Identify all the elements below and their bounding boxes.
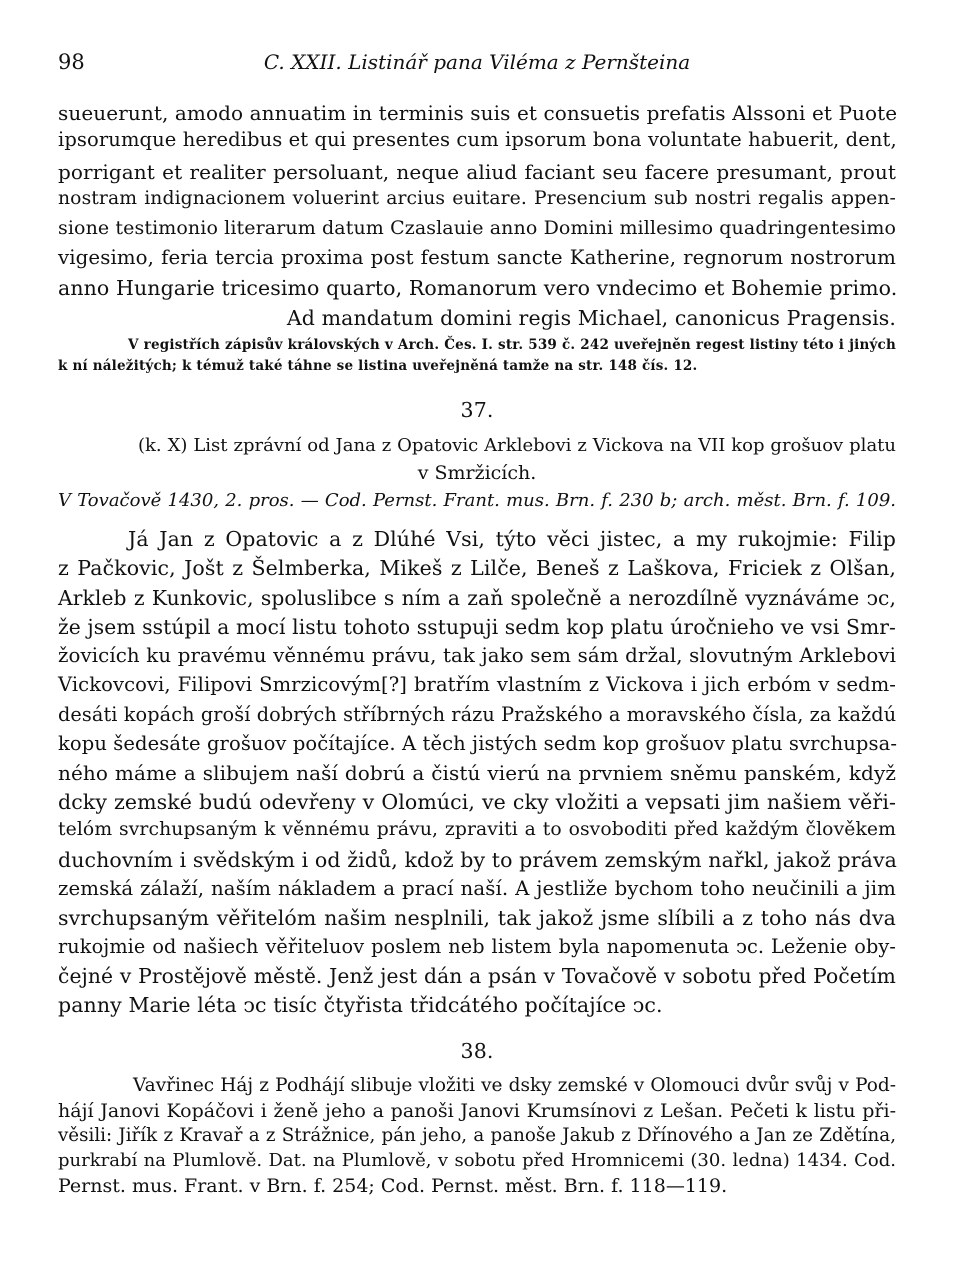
text-line: duchovním i svědským i od židů, kdož by to právem zemským nařkl, jakož práva [58, 848, 897, 872]
note-line: k ní náležitých; k témuž také táhne se listina uveřejněná tamže na str. 148 čís. 12. [58, 358, 698, 374]
text-line: rukojmie od našiech věřiteluov poslem neb listem byla napomenuta ͻc. Leženie oby- [58, 935, 896, 958]
text-line: Já Jan z Opatovic a z Dlúhé Vsi, týto věci jistec, a my rukojmie: Filip [128, 527, 896, 551]
text-line: svrchupsaným věřitelóm našim nesplnili, tak jakož jsme slíbili a z toho nás dva [58, 906, 896, 930]
text-line: Vickovcovi, Filipovi Smrzicovým[?] bratřím vlastním z Vickova i jich erbóm v sedm- [58, 673, 896, 696]
document-title: (k. X) List zprávní od Jana z Opatovic Arklebovi z Vickova na VII kop grošuov platu [138, 435, 896, 456]
text-line: sueuerunt, amodo annuatim in terminis suis et consuetis prefatis Alssoni et Puote [58, 101, 898, 125]
document-title: v Smržicích. [417, 462, 537, 484]
text-line: ipsorumque heredibus et qui presentes cum ipsorum bona voluntate habuerit, dent, [58, 128, 897, 151]
document-page [58, 0, 896, 1280]
note-line: V registřích zápisův královských v Arch. Čes. I. str. 539 č. 242 uveřejněn regest listiny této i jiných [128, 337, 896, 353]
text-line: telóm svrchupsaným k věnnému právu, zpraviti a to osvoboditi před každým člověkem [58, 819, 896, 840]
text-line: sione testimonio literarum datum Czaslauie anno Domini millesimo quadringentesimo [58, 217, 896, 239]
text-line: vigesimo, feria tercia proxima post festum sancte Katherine, regnorum nostrorum [58, 246, 896, 269]
document-number: 38. [460, 1039, 494, 1063]
text-line: panny Marie léta ͻc tisíc čtyřista třidcátého počítajíce ͻc. [58, 993, 663, 1017]
text-line: z Pačkovic, Jošt z Šelmberka, Mikeš z Lilče, Beneš z Laškova, Friciek z Olšan, [58, 556, 896, 580]
page-number: 98 [58, 50, 85, 74]
text-line: čejné v Prostějově městě. Jenž jest dán a psán v Tovačově v sobotu před Početím [58, 964, 896, 988]
text-line: dcky zemské budú odevřeny v Olomúci, ve cky vložiti a vepsati jim našiem věři- [58, 790, 896, 814]
text-line: věsili: Jiřík z Kravař a z Strážnice, pán jeho, a panoše Jakub z Dřínového a Jan ze Zdětína, [58, 1125, 896, 1146]
text-line: zemská zálaží, naším nákladem a prací naší. A jestliže bychom toho neučinili a jim [58, 877, 896, 900]
text-line: žovicích ku pravému věnnému právu, tak jako sem sám držal, slovutným Arklebovi [58, 644, 896, 667]
text-line: Arkleb z Kunkovic, spoluslibce s ním a zaň společně a nerozdílně vyznáváme ͻc, [58, 586, 896, 610]
text-line: Pernst. mus. Frant. v Brn. f. 254; Cod. Pernst. měst. Brn. f. 118—119. [58, 1175, 728, 1197]
page-header [58, 44, 896, 80]
text-line: porrigant et realiter persoluant, neque aliud faciant seu facere presumant, prout [58, 160, 896, 184]
source-line: V Tovačově 1430, 2. pros. — Cod. Pernst. Frant. mus. Brn. f. 230 b; arch. měst. Brn. f. 109. [58, 490, 896, 511]
text-line: že jsem sstúpil a mocí listu tohoto sstupuji sedm kop platu úročnieho ve vsi Smr- [58, 615, 897, 639]
document-number: 37. [460, 398, 494, 422]
text-line: ného máme a slibujem naší dobrú a čistú vierú na prvniem sněmu panském, když [58, 761, 896, 785]
text-line: desáti kopách groší dobrých stříbrných rázu Pražského a moravského čísla, za každú [58, 703, 897, 726]
text-line: hájí Janovi Kopáčovi i ženě jeho a panoši Janovi Krumsínovi z Lešan. Pečeti k listu při- [58, 1100, 896, 1122]
text-line: Vavřinec Háj z Podhájí slibuje vložiti ve dsky zemské v Olomouci dvůr svůj v Pod- [133, 1075, 896, 1096]
text-line: purkrabí na Plumlově. Dat. na Plumlově, v sobotu před Hromnicemi (30. ledna) 1434. Cod. [58, 1150, 896, 1171]
text-line: nostram indignacionem voluerint arcius euitare. Presencium sub nostri regalis appen- [58, 188, 896, 209]
text-line: kopu šedesáte grošuov počítajíce. A těch jistých sedm kop grošuov platu svrchupsa- [58, 732, 898, 755]
text-line: anno Hungarie tricesimo quarto, Romanorum vero vndecimo et Bohemie primo. [58, 276, 898, 300]
signature-line: Ad mandatum domini regis Michael, canonicus Pragensis. [286, 306, 896, 330]
running-title: C. XXII. Listinář pana Viléma z Pernšteina [263, 50, 691, 74]
